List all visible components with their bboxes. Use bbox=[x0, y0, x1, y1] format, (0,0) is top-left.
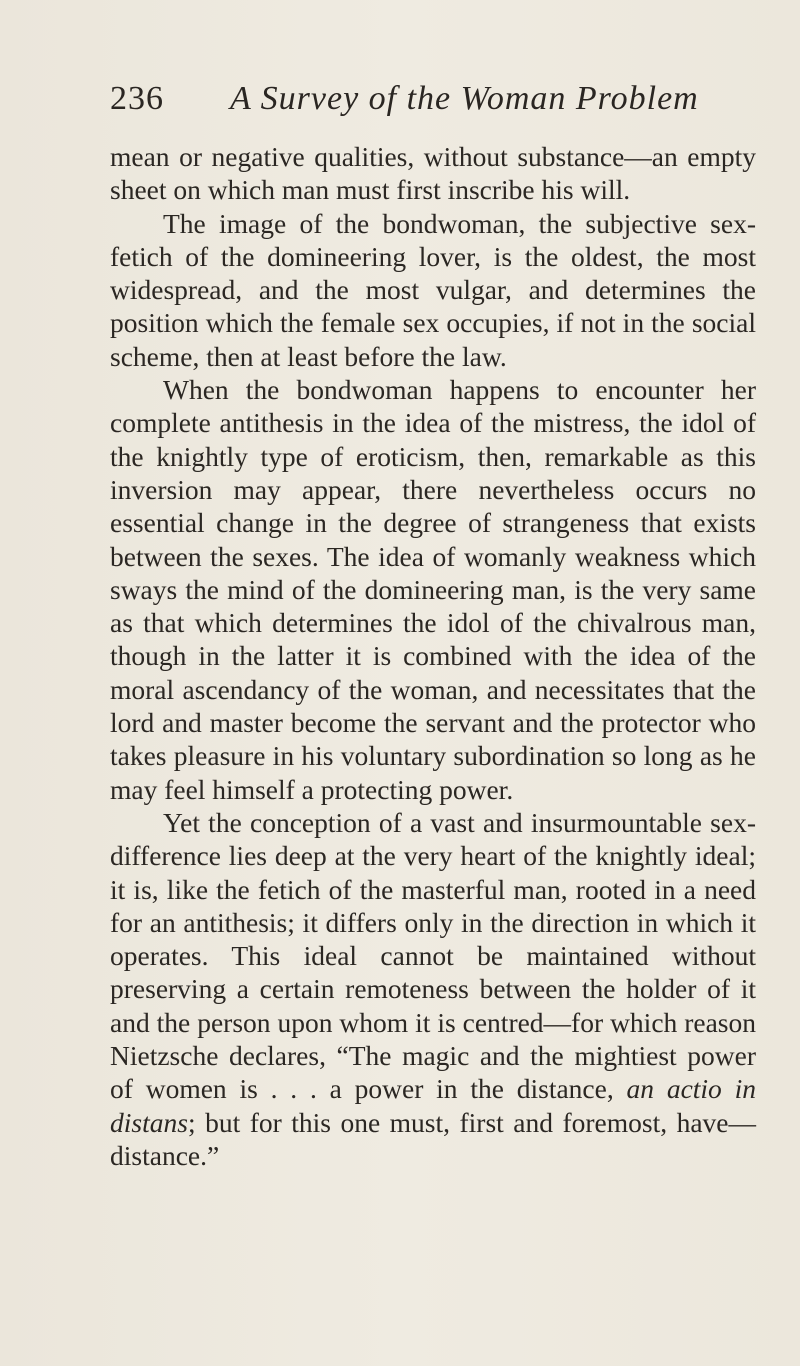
body-text bbox=[110, 140, 756, 1172]
paragraph-4 bbox=[110, 806, 756, 1172]
paragraph-4-text-end: ; but for this one must, first and foremost, have—distance.” bbox=[110, 1106, 756, 1171]
paragraph-1: mean or negative qualities, without substance—an empty sheet on which man must first inscribe his will. bbox=[110, 141, 756, 206]
latin-phrase: an actio in distans bbox=[110, 1073, 756, 1138]
paragraph-4-text: Yet the conception of a vast and insurmountable sex-difference lies deep at the very heart of the knightly ideal; it is, like the fetich of the masterful man, rooted in a need for an antithesis; it differs only in the direction in which it operates. This ideal cannot be maintained without preserving a certain remoteness between the holder of it and the person upon whom it is centred—for which reason Nietzsche declares, “The magic and the mightiest power of women is . . . a power in the distance, bbox=[110, 806, 756, 1105]
running-title: A Survey of the Woman Problem bbox=[230, 80, 699, 117]
page-header bbox=[110, 80, 750, 126]
paragraph-2: The image of the bondwoman, the subjective sex-fetich of the domineering lover, is the oldest, the most widespread, and the most vulgar, and determines the position which the female sex occupies, if not in the social scheme, then at least before the law. bbox=[110, 207, 756, 372]
paragraph-3: When the bondwoman happens to encounter her complete antithesis in the idea of the mistress, the idol of the knightly type of eroticism, then, remarkable as this inversion may appear, there nevertheless occurs no essential change in the degree of strangeness that exists between the sexes. The idea of womanly weakness which sways the mind of the domineering man, is the very same as that which determines the idol of the chivalrous man, though in the latter it is combined with the idea of the moral ascendancy of the woman, and necessitates that the lord and master become the servant and the protector who takes pleasure in his voluntary subordination so long as he may feel himself a protecting power. bbox=[110, 374, 756, 805]
page-number: 236 bbox=[110, 80, 164, 117]
